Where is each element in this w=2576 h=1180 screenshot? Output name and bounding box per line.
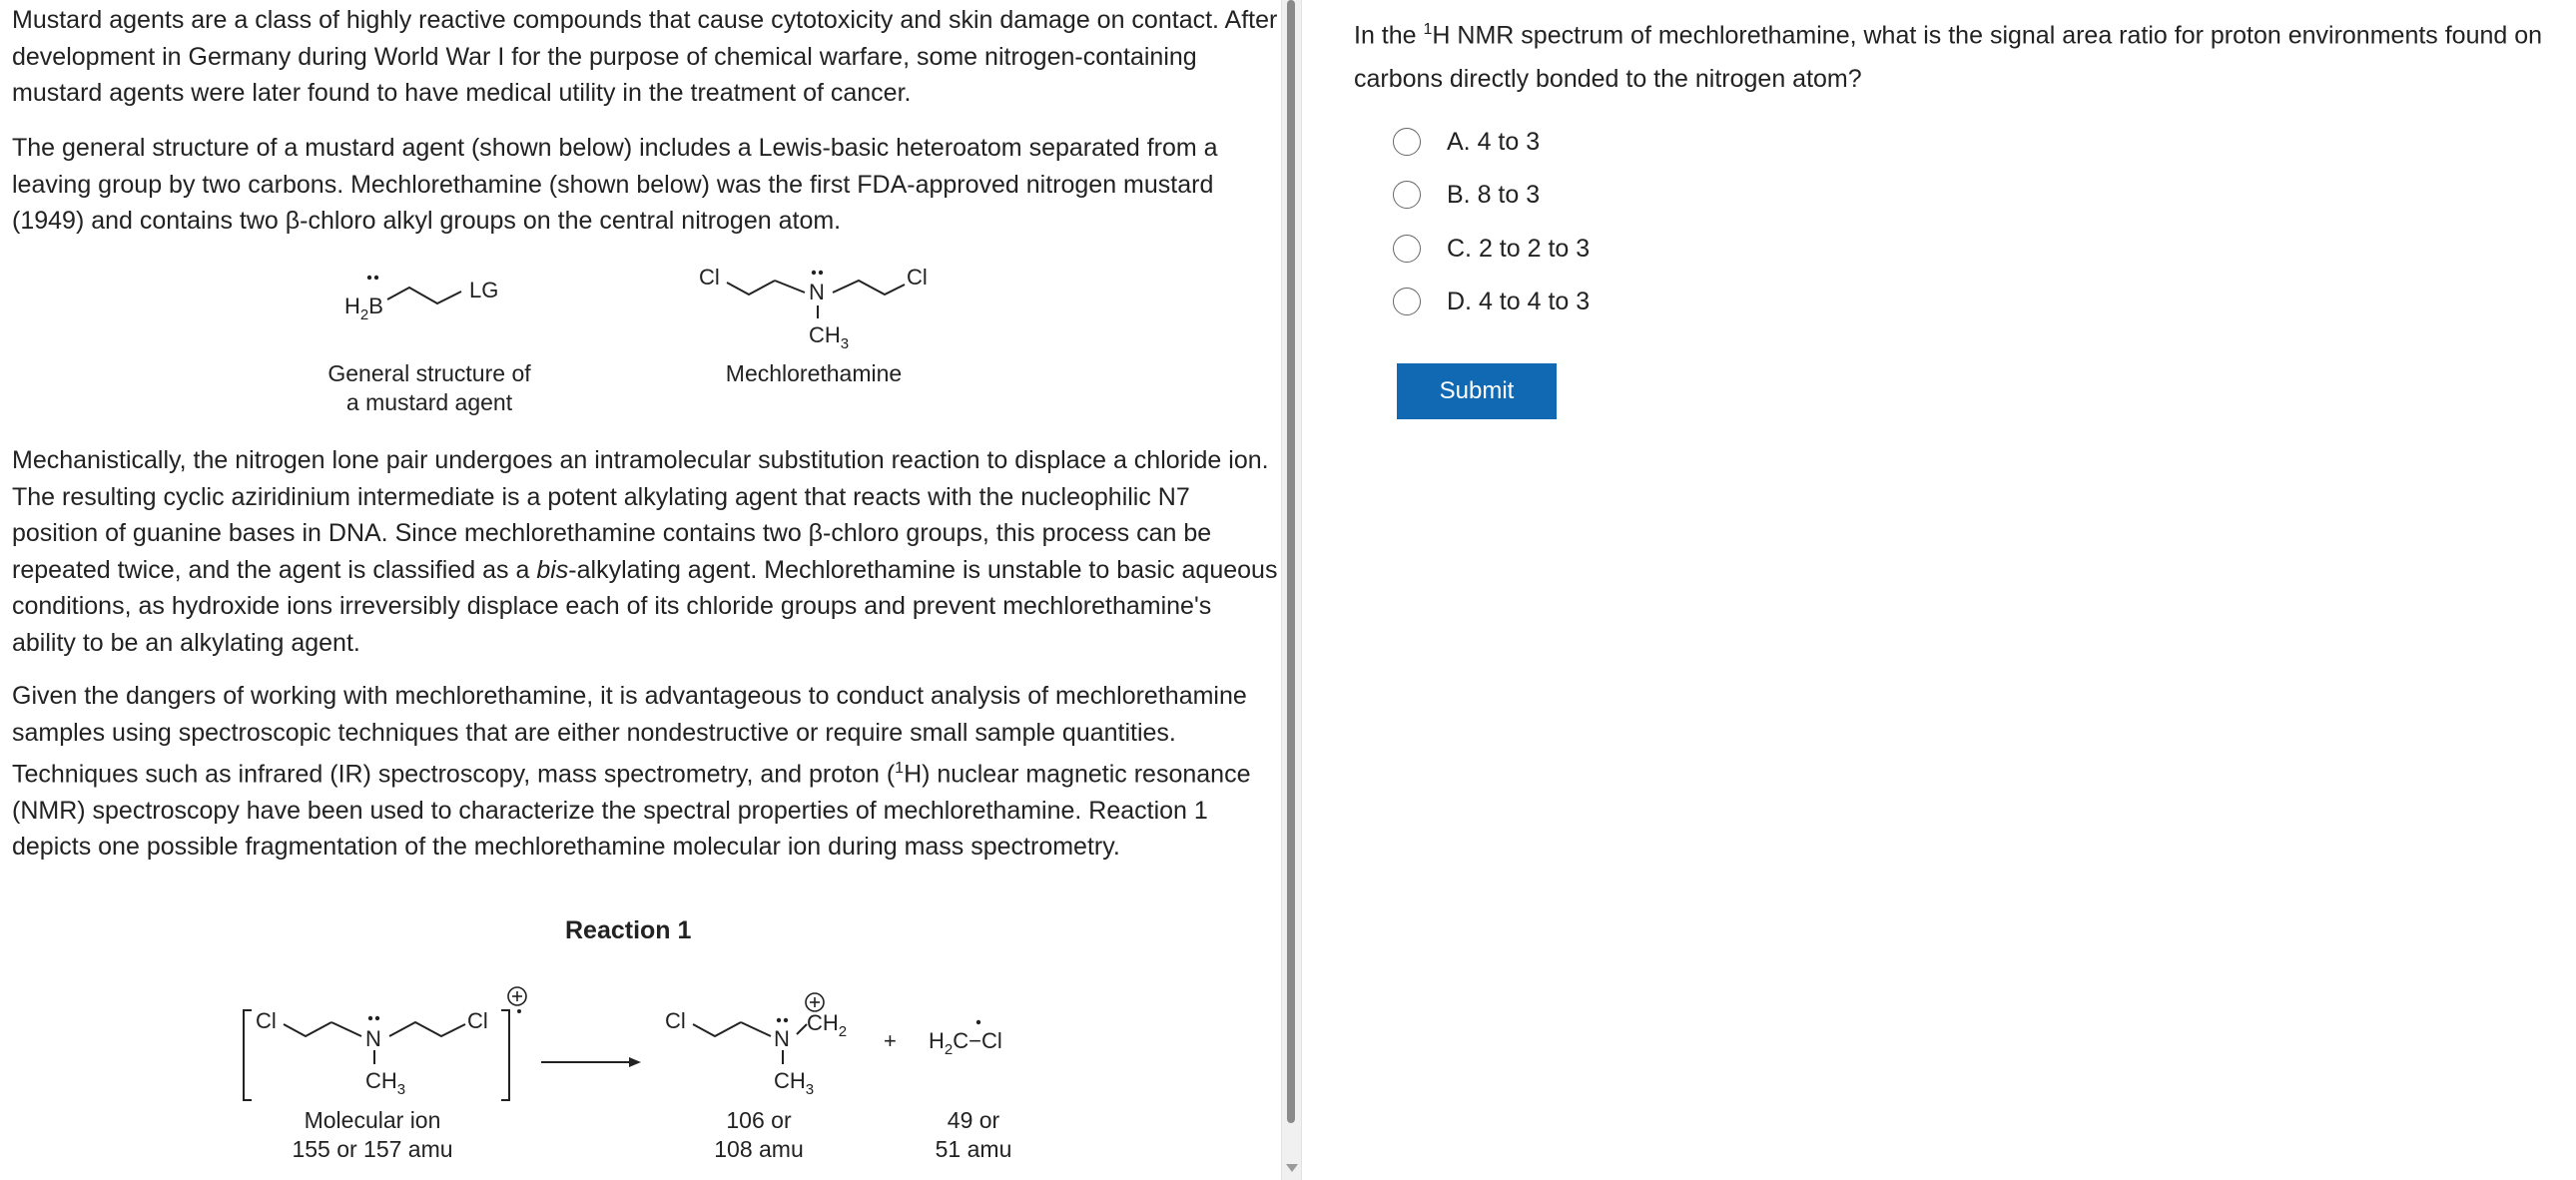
passage-paragraph-4: Given the dangers of working with mechlorethamine, it is advantageous to conduct analysis of mechlorethamine samples using spectroscopic techniques that are either nondestructive or require small sample quantities. Techniques such as infrared (IR) spectroscopy, mass spectrometry, and proton ($^1$H) nuclear magnetic resonance (NMR) spectroscopy have been used to characterize the spectral properties of mechlorethamine. Reaction 1 depicts one possible fragmentation of the mechlorethamine molecular ion during mass spectrometry. <box>12 682 1251 862</box>
svg-text:N: N <box>365 1026 381 1051</box>
svg-text:Cl: Cl <box>665 1008 686 1033</box>
passage-paragraph-3: Mechanistically, the nitrogen lone pair undergoes an intramolecular substitution reaction to displace a chloride ion. The resulting cyclic aziridinium intermediate is a potent alkylating agent that reacts with the nucleophilic N7 position of guanine bases in DNA. Since mechlorethamine contains two β-chloro groups, this process can be repeated twice, and the agent is classified as a bis-alkylating agent. Mechlorethamine is unstable to basic aqueous conditions, as hydroxide ions irreversibly displace each of its chloride groups and prevent mechlorethamine's ability to be an alkylating agent. <box>12 446 1278 657</box>
svg-text:LG: LG <box>469 278 499 302</box>
radio-button-icon[interactable] <box>1393 235 1421 263</box>
mechlorethamine-structure <box>689 255 949 354</box>
svg-text:Cl: Cl <box>699 265 720 290</box>
svg-text:Cl: Cl <box>256 1008 277 1033</box>
choice-d[interactable] <box>1393 284 1590 319</box>
svg-text:CH2: $CH_2$ <box>807 1010 848 1040</box>
molecular-ion-caption: Molecular ion 155 or 157 amu <box>292 1107 453 1162</box>
radio-button-icon[interactable] <box>1393 128 1421 156</box>
scrollbar-thumb[interactable] <box>1287 0 1295 1123</box>
choice-label: A. 4 to 3 <box>1447 127 1541 156</box>
reaction-title: Reaction 1 <box>565 916 692 944</box>
choice-a[interactable] <box>1393 124 1540 160</box>
radio-button-icon[interactable] <box>1393 181 1421 209</box>
reaction-scheme <box>230 978 1058 1118</box>
svg-text:N: N <box>809 280 825 304</box>
passage-paragraph-2: The general structure of a mustard agent (shown below) includes a Lewis-basic heteroatom separated from a leaving group by two carbons. Mechlorethamine (shown below) was the first FDA-approved nitrogen mustard (1949) and contains two β-chloro alkyl groups on the central nitrogen atom. <box>12 134 1218 235</box>
choice-c[interactable] <box>1393 231 1590 267</box>
mechlorethamine-caption: Mechlorethamine <box>725 360 903 386</box>
general-structure-figure <box>329 270 529 329</box>
radio-button-icon[interactable] <box>1393 288 1421 315</box>
scroll-down-arrow-icon[interactable] <box>1286 1164 1298 1172</box>
choice-label: C. 2 to 2 to 3 <box>1447 234 1591 263</box>
question-text: In the $^1$H NMR spectrum of mechlorethamine, what is the signal area ratio for proton environments found on carbons directly bonded to the nitrogen atom? <box>1354 21 2543 94</box>
passage-scrollbar[interactable] <box>1281 0 1302 1180</box>
submit-button[interactable]: Submit <box>1397 363 1557 419</box>
svg-text:H2C−Cl: $H_2C-Cl$ <box>929 1028 1002 1058</box>
choice-label: B. 8 to 3 <box>1447 180 1541 209</box>
svg-text:CH3: $CH_3$ <box>774 1068 815 1098</box>
product-2-caption: 49 or 51 amu <box>935 1107 1012 1162</box>
choice-label: D. 4 to 4 to 3 <box>1447 287 1591 315</box>
general-structure-caption: General structure of a mustard agent <box>327 360 531 415</box>
svg-text:CH3: $CH_3$ <box>809 322 850 352</box>
svg-text:Cl: Cl <box>907 265 928 290</box>
svg-text:Cl: Cl <box>467 1008 488 1033</box>
passage-paragraph-1: Mustard agents are a class of highly reactive compounds that cause cytotoxicity and skin damage on contact. After development in Germany during World War I for the purpose of chemical warfare, some nitrogen-containing mustard agents were later found to have medical utility in the treatment of cancer. <box>12 6 1278 107</box>
svg-text:H2B: $H_2B$ <box>344 294 383 323</box>
product-1-caption: 106 or 108 amu <box>714 1107 804 1162</box>
svg-text:N: N <box>774 1026 790 1051</box>
svg-text:CH3: $CH_3$ <box>365 1068 406 1098</box>
choice-b[interactable] <box>1393 177 1540 213</box>
svg-text:+: + <box>884 1028 897 1053</box>
passage-panel <box>0 0 1281 1180</box>
